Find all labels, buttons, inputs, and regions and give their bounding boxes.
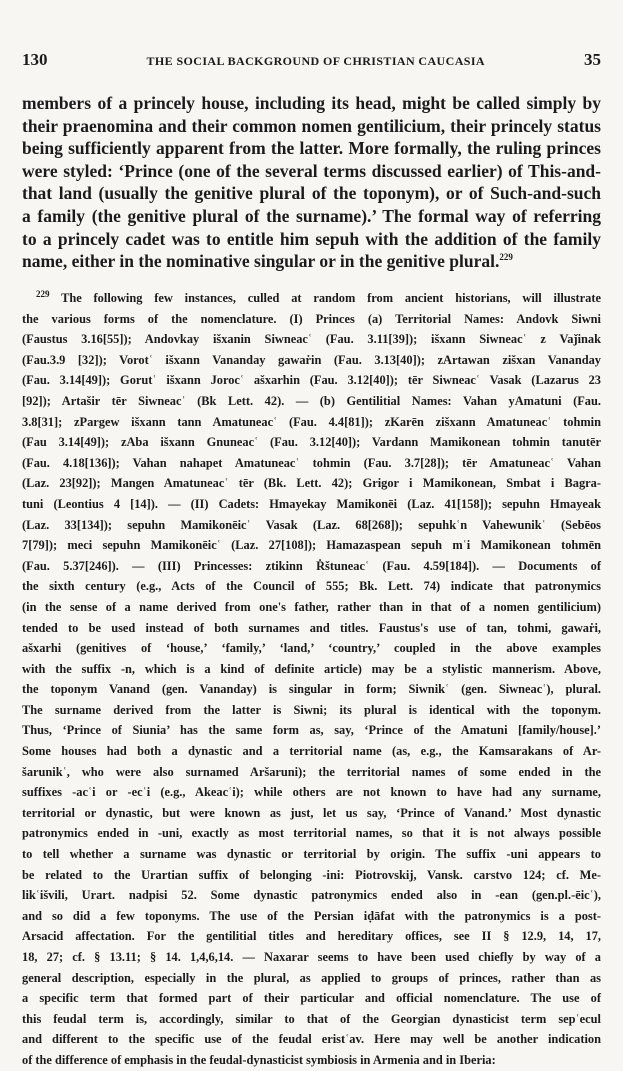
- running-title: THE SOCIAL BACKGROUND OF CHRISTIAN CAUCASIA: [146, 54, 485, 68]
- footnote-line: [22, 288, 601, 309]
- footnote-line-text: a specific term that formed part of their particular and official nomenclature. The use of: [22, 991, 601, 1006]
- footnote-line: [22, 535, 601, 556]
- footnote-line-text: Some houses had both a dynastic and a territorial name (as, e.g., the Kamsarakans of Ar-: [22, 744, 601, 759]
- footnote-line: [22, 844, 601, 865]
- footnote-line-text: general description, especially in the plural, as applied to groups of princes, rather than as: [22, 970, 601, 985]
- footnote-line-text: 3.8[31]; zPargew išxann tann Amatuneacʿ (Fau. 4.4[81]); zKarēn zišxann Amatuneacʿ tohmin: [22, 414, 601, 429]
- footnote-line-text: (Fau 3.14[49]); zAba išxann Gnuneacʿ (Fau. 3.12[40]); Vardann Mamikonean tohmin tanutēr: [22, 435, 601, 450]
- footnote-line: [22, 947, 601, 968]
- footnote-line: [22, 370, 601, 391]
- footnote-line: [22, 309, 601, 330]
- footnote-line-text: ašxarhi (genitives of ‘house,’ ‘family,’ ‘land,’ ‘country,’ coupled in the above examples: [22, 641, 601, 656]
- footnote-line-text: [92]); Artašir tēr Siwneacʿ (Bk Lett. 42). — (b) Gentilitial Names: Vahan yAmatuni (Fau.: [22, 393, 601, 408]
- footnote-line: [22, 659, 601, 680]
- footnote-line-text: Thus, ‘Prince of Siunia’ has the same form as, say, ‘Prince of the Amatuni [family/house].’: [22, 723, 601, 738]
- footnote-line-text: šarunikʿ, who were also surnamed Aršaruni); the territorial names of some ended in the: [22, 764, 601, 779]
- body-line: were styled: ‘Prince (one of the several terms discussed earlier) of This-and-: [22, 160, 601, 181]
- footnote-line: [22, 741, 601, 762]
- footnote-line: [22, 968, 601, 989]
- footnote-line-text: the sixth century (e.g., Acts of the Council of 555; Bk. Lett. 74) indicate that patronymics: [22, 579, 601, 594]
- footnote-line: [22, 350, 601, 371]
- footnote-line: [22, 885, 601, 906]
- footnote-line: [22, 432, 601, 453]
- footnote-line-text: (Laz. 33[134]); sepuhn Mamikonēicʿ Vasak (Laz. 68[268]); sepuhkʿn Vahewunikʿ (Sebēos: [22, 517, 601, 532]
- footnote-line: [22, 823, 601, 844]
- body-paragraph: [22, 92, 601, 273]
- footnote-line-text: of the difference of emphasis in the feudal-dynasticist symbiosis in Armenia and in Iberia:: [22, 1052, 496, 1067]
- footnote-line: [22, 679, 601, 700]
- footnote-line-text: likʿišvili, Urart. nadpisi 52. Some dynastic patronymics ended also in -ean (gen.pl.-ēicʿ),: [22, 888, 601, 903]
- footnote-line-text: 7[79]); meci sepuhn Mamikonēicʿ (Laz. 27[108]); Hamazaspean sepuh mʿi Mamikonean tohmēn: [22, 538, 601, 553]
- footnote-line: [22, 453, 601, 474]
- footnote-line: [22, 576, 601, 597]
- body-line: name, either in the nominative singular or in the genitive plural.$^{229}$: [22, 251, 513, 272]
- footnote-line-text: 18, 27; cf. § 13.11; § 14. 1,4,6,14. — Naxarar seems to have been used chiefly by way of a: [22, 950, 601, 964]
- footnote-line: [22, 597, 601, 618]
- footnote-line-text: the various forms of the nomenclature. (I) Princes (a) Territorial Names: Andovk Siwni: [22, 311, 601, 326]
- footnote-line: [22, 638, 601, 659]
- footnote-line-text: suffixes -acʿi or -ecʿi (e.g., Akeacʿi); while others are not known to have had any surname,: [22, 785, 601, 800]
- footnote-line-text: (Faustus 3.16[55]); Andovkay išxanin Siwneacʿ (Fau. 3.11[39]); išxann Siwneacʿ z Vaǰinak: [22, 332, 601, 347]
- footnote-line-text: tuni (Leontius 4 [14]). — (II) Cadets: Hmayekay Mamikonēi (Laz. 41[158]); sepuhn Hmayeak: [22, 496, 601, 511]
- footnote-line-text: tended to be used instead of both surnames and titles. Faustus's use of tan, tohmi, gawaṙi,: [22, 620, 601, 635]
- footnote-line: [22, 762, 601, 783]
- footnote-line-text: with the suffix -n, which is a kind of definite article) may be a stylistic mannerism. Above,: [22, 661, 601, 676]
- footnote-line: [22, 412, 601, 433]
- footnote-line-text: The surname derived from the latter is Siwni; its plural is identical with the toponym.: [22, 702, 601, 717]
- body-line: being sufficiently apparent from the latter. More formally, the ruling princes: [22, 138, 601, 159]
- page-header: [22, 50, 601, 70]
- footnote-line-text: (Fau.3.9 [32]); Vorotʿ išxann Vananday gawaṙin (Fau. 3.13[40]); zArtawan zišxan Vananday: [22, 352, 601, 367]
- footnote-line: [22, 926, 601, 947]
- footnote-line-text: (Fau. 3.14[49]); Gorutʿ išxann Jorocʿ ašxarhin (Fau. 3.12[40]); tēr Siwneacʿ Vasak (Lazarus 23: [22, 373, 601, 388]
- footnote-line-text: and so did a few toponyms. The use of the Persian iḍāfat with the patronymics is a post-: [22, 908, 601, 923]
- footnote-line: [22, 1029, 601, 1050]
- page-number: 130: [22, 50, 48, 69]
- footnote-line-text: (Laz. 23[92]); Mangen Amatuneacʿ tēr (Bk. Lett. 42); Grigor i Mamikonean, Smbat i Bagra-: [22, 476, 601, 491]
- footnote-line: [22, 494, 601, 515]
- footnote-line-text: the toponym Vanand (gen. Vananday) is singular in form; Siwnikʿ (gen. Siwneacʿ), plural.: [22, 682, 601, 697]
- body-line: their praenomina and their common nomen gentilicium, their princely status: [22, 115, 601, 136]
- footnote-line: [22, 720, 601, 741]
- footnote-line-text: patronymics ended in -uni, exactly as most territorial names, so that it is not always possible: [22, 826, 601, 841]
- footnote-line: [22, 782, 601, 803]
- footnote-line: [22, 515, 601, 536]
- footnote-line-text: Arsacid affectation. For the gentilitial titles and hereditary offices, see II § 12.9, 14, 17,: [22, 929, 601, 944]
- footnote-line: [22, 1050, 601, 1071]
- footnote-line: [22, 473, 601, 494]
- footnote-line-text: be related to the Urartian suffix of belonging -ini: Piotrovskij, Vansk. carstvo 124; cf. Me-: [22, 867, 601, 882]
- body-line: a family (the genitive plural of the surname).’ The formal way of referring: [22, 205, 601, 226]
- footnote-line: [22, 329, 601, 350]
- footnote-line-text: (in the sense of a name derived from one's father, rather than in that of a nomen gentilicium): [22, 599, 601, 614]
- footnote-line-text: The following few instances, culled at random from ancient historians, will illustrate: [61, 291, 602, 305]
- footnote-line-text: to tell whether a surname was dynastic or territorial by origin. The suffix -uni appears to: [22, 847, 601, 862]
- footnote-229: [22, 288, 601, 1071]
- footnote-line: [22, 1009, 601, 1030]
- footnote-line: [22, 906, 601, 927]
- footnote-line: [22, 988, 601, 1009]
- footnote-line: [22, 803, 601, 824]
- footnote-reference[interactable]: 229: [499, 252, 513, 263]
- body-line: members of a princely house, including its head, might be called simply by: [22, 93, 601, 113]
- footnote-line: [22, 865, 601, 886]
- body-line: to a princely cadet was to entitle him sepuh with the addition of the family: [22, 228, 601, 249]
- footnote-line-text: (Fau. 5.37[246]). — (III) Princesses: ztikinn Ṙštuneacʿ (Fau. 4.59[184]). — Documents of: [22, 558, 601, 573]
- footnote-line-text: and different to the specific use of the feudal eristʿav. Here may well be another indication: [22, 1032, 601, 1047]
- footnote-line-text: (Fau. 4.18[136]); Vahan nahapet Amatuneacʿ tohmin (Fau. 3.7[28]); tēr Amatuneacʿ Vahan: [22, 455, 601, 470]
- section-number: 35: [583, 50, 601, 69]
- footnote-line: [22, 556, 601, 577]
- footnote-line-text: territorial or dynastic, but were known as just, let us say, ‘Prince of Vanand.’ Most dynastic: [22, 805, 601, 820]
- footnote-line: [22, 700, 601, 721]
- footnote-number: 229: [36, 288, 50, 299]
- footnote-line: [22, 618, 601, 639]
- body-line: that land (usually the genitive plural of the toponym), or of Such-and-such: [22, 183, 601, 204]
- footnote-line: [22, 391, 601, 412]
- footnote-line-text: this feudal term is, accordingly, similar to that of the Georgian dynasticist term sepʿecul: [22, 1011, 601, 1026]
